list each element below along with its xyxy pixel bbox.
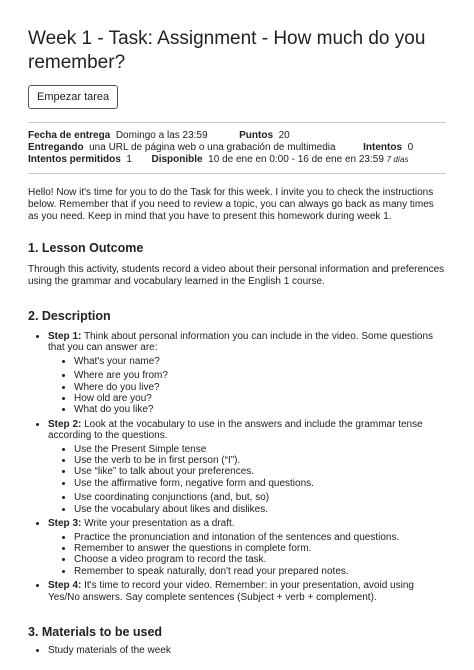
attempts-value: 0 bbox=[407, 142, 414, 153]
list-item: • Use coordinating conjunctions (and, but, so) bbox=[74, 492, 446, 503]
step-3 bbox=[48, 518, 446, 577]
allowed-attempts-label: Intentos permitidos bbox=[28, 154, 121, 165]
start-assignment-button[interactable]: Empezar tarea bbox=[28, 85, 118, 109]
step-3-label: Step 3: bbox=[48, 518, 82, 530]
step-1-text: Think about personal information you can include in the video. Some questions that you can answer are: bbox=[48, 331, 434, 354]
steps-list bbox=[28, 331, 446, 603]
page-title: Week 1 - Task: Assignment - How much do you remember? bbox=[28, 28, 426, 73]
step-2 bbox=[48, 419, 446, 515]
available-label: Disponible bbox=[151, 154, 203, 165]
allowed-attempts-value: 1 bbox=[126, 154, 132, 165]
divider bbox=[28, 173, 446, 174]
step-4-label: Step 4: bbox=[48, 580, 82, 592]
list-item: • Practice the pronunciation and intonation of the sentences and questions. bbox=[74, 532, 446, 543]
due-label: Fecha de entrega bbox=[28, 130, 111, 141]
step-1 bbox=[48, 331, 446, 416]
step-1-label: Step 1: bbox=[48, 331, 82, 342]
assignment-details bbox=[28, 123, 446, 173]
section-heading-description: 2. Description bbox=[28, 309, 111, 323]
outcome-text: Through this activity, students record a video about their personal information and preferences using the grammar and vocabulary learned in the English 1 course. bbox=[28, 264, 445, 287]
points-label: Puntos bbox=[239, 130, 274, 141]
list-item: • Choose a video program to record the task. bbox=[74, 554, 446, 565]
list-item: • Where do you live? bbox=[74, 382, 446, 393]
list-item: • Use the verb to be in first person (“I”). bbox=[74, 455, 446, 466]
step-2-label: Step 2: bbox=[48, 418, 82, 430]
step-2-sublist bbox=[48, 444, 446, 515]
attempts-label: Intentos bbox=[363, 142, 403, 153]
list-item: • What do you like? bbox=[74, 404, 446, 415]
points-value: 20 bbox=[278, 130, 290, 141]
step-1-sublist bbox=[48, 356, 446, 416]
submitting-value: una URL de página web o una grabación de multimedia bbox=[89, 142, 336, 153]
list-item: • Where are you from? bbox=[74, 370, 446, 381]
step-4-text: It's time to record your video. Remember: in your presentation, avoid using Yes/No answers. Say complete sentences (Subject + verb + complement). bbox=[48, 580, 414, 603]
step-4 bbox=[48, 580, 446, 603]
section-heading-materials: 3. Materials to be used bbox=[28, 624, 163, 639]
submitting-label: Entregando bbox=[28, 142, 84, 153]
list-item: • Use the vocabulary about likes and dislikes. bbox=[74, 504, 446, 515]
list-item: • Use the Present Simple tense bbox=[74, 444, 446, 455]
list-item: • How old are you? bbox=[74, 393, 446, 404]
step-3-text: Write your presentation as a draft. bbox=[81, 518, 235, 530]
list-item: • Remember to answer the questions in complete form. bbox=[74, 543, 446, 554]
step-2-text: Look at the vocabulary to use in the answers and include the grammar tense according to the questions. bbox=[48, 418, 423, 442]
step-3-sublist bbox=[48, 532, 446, 578]
section-heading-outcome: 1. Lesson Outcome bbox=[28, 241, 144, 255]
materials-list bbox=[28, 645, 446, 656]
available-value: 10 de ene en 0:00 - 16 de ene en 23:59 bbox=[208, 154, 384, 165]
list-item: • Use the affirmative form, negative form and questions. bbox=[74, 478, 446, 489]
days-note: 7 días bbox=[386, 155, 409, 164]
list-item: • Remember to speak naturally, don't read your prepared notes. bbox=[74, 566, 446, 577]
intro-text: Hello! Now it's time for you to do the Task for this week. I invite you to check the instructions below. Remember that if you need to review a topic, you can always go back as many times as you need. Keep in mind that you have to present this homework during week 1. bbox=[28, 187, 434, 222]
due-value: Domingo a las 23:59 bbox=[115, 130, 208, 141]
list-item: • What's your name? bbox=[74, 356, 446, 367]
list-item: • Use “like” to talk about your preferences. bbox=[74, 466, 446, 477]
list-item: • Study materials of the week bbox=[48, 645, 446, 656]
